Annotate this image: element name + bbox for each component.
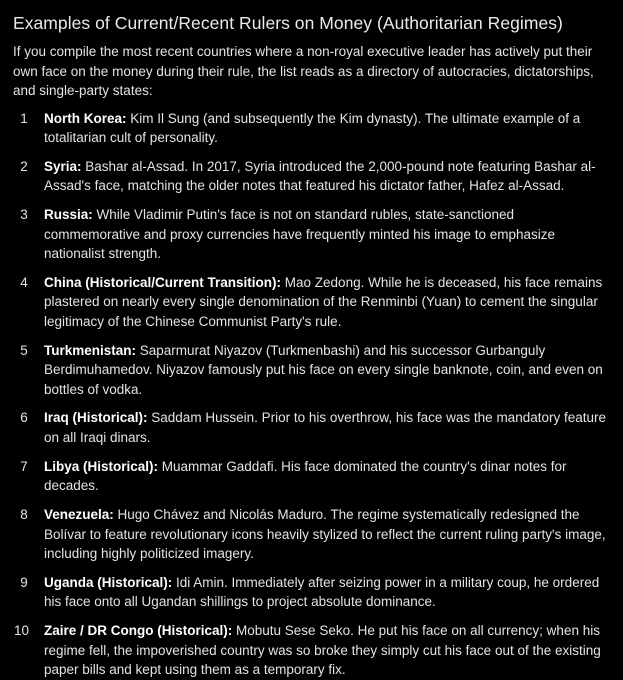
country-label: Uganda (Historical):	[44, 574, 173, 590]
list-item	[13, 457, 610, 496]
list-item	[13, 157, 610, 196]
list-number: 5	[20, 342, 28, 358]
list-number: 3	[20, 207, 28, 223]
item-text: Mao Zedong. While he is deceased, his face remains plastered on nearly every single denomination of the Renminbi (Yuan) to cement the singular legitimacy of the Chinese Communist Party's rule.	[44, 274, 603, 329]
country-label: Russia:	[44, 207, 93, 223]
list-number: 2	[20, 158, 28, 174]
list-number: 10	[13, 623, 30, 639]
country-label: Turkmenistan:	[44, 342, 137, 358]
list-item	[13, 408, 610, 447]
list-item	[13, 109, 610, 148]
item-text: Kim Il Sung (and subsequently the Kim dynasty). The ultimate example of a totalitarian cult of personality.	[44, 110, 581, 145]
rulers-list	[13, 109, 610, 680]
list-number: 7	[20, 458, 28, 474]
list-number: 8	[20, 507, 28, 523]
item-text: Saddam Hussein. Prior to his overthrow, his face was the mandatory feature on all Iraqi dinars.	[44, 410, 607, 445]
item-text: Hugo Chávez and Nicolás Maduro. The regime systematically redesigned the Bolívar to feature revolutionary icons heavily stylized to reflect the current ruling party's image, including highly politicized imagery.	[44, 507, 606, 562]
country-label: China (Historical/Current Transition):	[44, 274, 282, 290]
item-text: Idi Amin. Immediately after seizing power in a military coup, he ordered his face onto all Ugandan shillings to project absolute dominance.	[44, 574, 600, 610]
list-item	[13, 273, 610, 332]
list-item	[13, 341, 610, 400]
list-item	[13, 573, 610, 612]
country-label: Libya (Historical):	[44, 458, 159, 474]
item-text: Saparmurat Niyazov (Turkmenbashi) and his successor Gurbanguly Berdimuhamedov. Niyazov famously put his face on every single banknote, coin, and even on bottles of vodka.	[44, 342, 603, 397]
country-label: Iraq (Historical):	[44, 410, 148, 426]
country-label: Venezuela:	[44, 507, 114, 523]
country-label: Syria:	[44, 158, 82, 174]
section-heading: Examples of Current/Recent Rulers on Money (Authoritarian Regimes)	[13, 13, 563, 33]
list-item	[13, 205, 610, 264]
country-label: North Korea:	[44, 110, 127, 126]
item-text: Bashar al-Assad. In 2017, Syria introduced the 2,000-pound note featuring Bashar al-Assad's face, matching the older notes that featured his dictator father, Hafez al-Assad.	[44, 158, 596, 194]
list-number: 6	[20, 410, 28, 426]
item-text: Muammar Gaddafi. His face dominated the country's dinar notes for decades.	[44, 458, 567, 494]
list-number: 1	[20, 110, 28, 126]
list-number: 4	[20, 274, 28, 290]
country-label: Zaire / DR Congo (Historical):	[44, 623, 233, 639]
item-text: While Vladimir Putin's face is not on standard rubles, state-sanctioned commemorative and proxy currencies have frequently minted his image to emphasize nationalist strength.	[44, 207, 555, 262]
intro-paragraph: If you compile the most recent countries where a non-royal executive leader has actively put their own face on the money during their rule, the list reads as a directory of autocracies, dictatorships, and single-party states:	[13, 44, 594, 98]
item-text: Mobutu Sese Seko. He put his face on all currency; when his regime fell, the impoverished country was so broke they simply cut his face out of the existing paper bills and kept using them as a temporary fix.	[44, 623, 601, 678]
list-item	[13, 505, 610, 564]
list-number: 9	[20, 574, 28, 590]
